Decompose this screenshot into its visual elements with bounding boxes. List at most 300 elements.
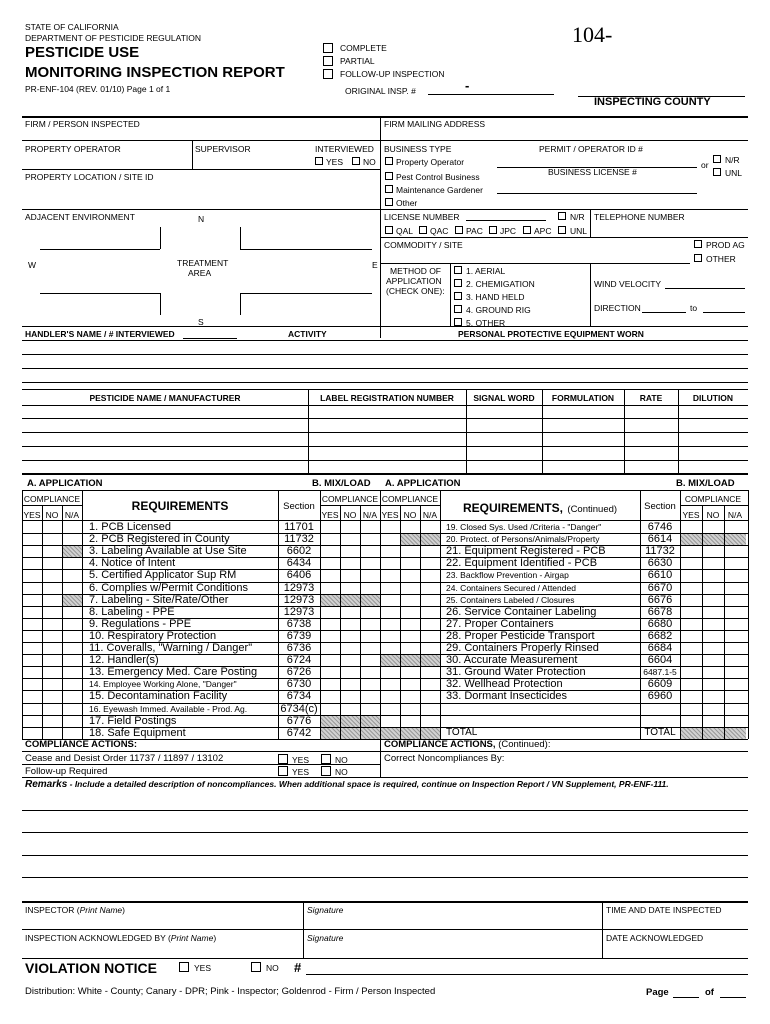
violation-notice-label: VIOLATION NOTICE bbox=[25, 960, 157, 976]
interviewed-no-checkbox[interactable] bbox=[352, 157, 360, 165]
complete-checkbox[interactable] bbox=[323, 43, 333, 53]
direction-from-field[interactable] bbox=[642, 312, 686, 313]
method-label-1: METHOD OF bbox=[390, 266, 441, 276]
report-number-prefix: 104- bbox=[572, 22, 613, 47]
divider bbox=[22, 929, 748, 930]
violation-number-field[interactable] bbox=[306, 974, 748, 975]
inspector-label-end: ) bbox=[122, 905, 125, 915]
label-registration-header: LABEL REGISTRATION NUMBER bbox=[320, 393, 454, 403]
business-license-label: BUSINESS LICENSE # bbox=[548, 167, 637, 177]
qal-checkbox[interactable] bbox=[385, 226, 393, 234]
requirement-label: 26. Service Container Labeling bbox=[446, 605, 597, 618]
not-applicable-cell bbox=[361, 728, 380, 739]
not-applicable-cell bbox=[421, 655, 440, 666]
not-applicable-cell bbox=[321, 716, 340, 727]
remarks-instructions bbox=[25, 779, 669, 790]
no-header: NO bbox=[403, 510, 417, 520]
not-applicable-cell bbox=[725, 534, 746, 545]
divider bbox=[62, 505, 63, 739]
direction-to-label: to bbox=[690, 303, 698, 313]
requirement-section: 6776 bbox=[286, 714, 312, 727]
requirement-label: 7. Labeling - Site/Rate/Other bbox=[89, 593, 229, 606]
license-unl-checkbox[interactable] bbox=[558, 226, 566, 234]
followup-yes-label: YES bbox=[292, 767, 310, 777]
adjacent-se-field[interactable] bbox=[240, 293, 372, 294]
requirement-section: 6960 bbox=[647, 690, 673, 703]
qac-checkbox[interactable] bbox=[419, 226, 427, 234]
not-applicable-cell bbox=[681, 728, 702, 739]
divider bbox=[400, 505, 401, 739]
not-applicable-cell bbox=[321, 595, 340, 606]
requirement-label: 11. Coveralls, "Warning / Danger" bbox=[89, 642, 253, 654]
chemigation-checkbox[interactable] bbox=[454, 279, 462, 287]
not-applicable-cell bbox=[321, 728, 340, 739]
divider bbox=[278, 490, 279, 739]
property-operator-label: PROPERTY OPERATOR bbox=[25, 144, 121, 154]
business-license-field[interactable] bbox=[497, 193, 697, 194]
adjacent-east-field[interactable] bbox=[240, 249, 372, 250]
divider bbox=[82, 490, 83, 739]
direction-label: DIRECTION bbox=[594, 303, 641, 313]
compliance-actions-continued-header bbox=[384, 739, 550, 750]
section-header: Section bbox=[644, 501, 676, 512]
handler-name-label: HANDLER'S NAME / # INTERVIEWED bbox=[25, 329, 175, 339]
requirement-label: 10. Respiratory Protection bbox=[89, 629, 217, 642]
acknowledged-signature-label: Signature bbox=[307, 933, 344, 943]
other-method-label: 5. OTHER bbox=[466, 318, 506, 328]
ground-rig-label: 4. GROUND RIG bbox=[466, 305, 531, 315]
bt-property-operator-checkbox[interactable] bbox=[385, 157, 393, 165]
formulation-header: FORMULATION bbox=[551, 393, 615, 403]
other-site-checkbox[interactable] bbox=[694, 254, 702, 262]
followup-no-checkbox[interactable] bbox=[321, 766, 331, 776]
divider bbox=[22, 505, 82, 506]
acknowledged-label-start: INSPECTION ACKNOWLEDGED BY ( bbox=[25, 933, 171, 943]
requirement-label: 30. Accurate Measurement bbox=[446, 654, 578, 667]
followup-no-label: NO bbox=[335, 767, 348, 777]
requirement-section: 6734(c) bbox=[280, 702, 318, 715]
not-applicable-cell bbox=[421, 534, 440, 545]
divider bbox=[22, 405, 748, 406]
divider bbox=[22, 751, 748, 752]
requirement-section: 6684 bbox=[647, 642, 673, 654]
not-applicable-cell bbox=[381, 728, 400, 739]
na-header: N/A bbox=[64, 510, 80, 520]
qal-label: QAL bbox=[396, 226, 414, 236]
not-applicable-cell bbox=[361, 716, 380, 727]
requirement-label: 20. Protect. of Persons/Animals/Property bbox=[446, 534, 600, 545]
divider bbox=[590, 209, 591, 237]
divider bbox=[440, 490, 441, 739]
activity-label: ACTIVITY bbox=[288, 329, 327, 339]
requirement-section: 11701 bbox=[284, 521, 314, 533]
divider bbox=[340, 505, 341, 739]
apc-checkbox[interactable] bbox=[523, 226, 531, 234]
divider bbox=[360, 505, 361, 739]
yes-header: YES bbox=[682, 510, 700, 520]
requirement-label: 33. Dormant Insecticides bbox=[446, 690, 568, 703]
acknowledged-label-end: ) bbox=[213, 933, 217, 943]
total-label: TOTAL bbox=[644, 726, 676, 738]
ppe-label: PERSONAL PROTECTIVE EQUIPMENT WORN bbox=[458, 329, 644, 339]
pac-checkbox[interactable] bbox=[455, 226, 463, 234]
divider bbox=[380, 490, 381, 739]
divider bbox=[380, 739, 381, 777]
requirement-label: 28. Proper Pesticide Transport bbox=[446, 629, 595, 642]
or-label: or bbox=[701, 160, 709, 170]
na-header: N/A bbox=[727, 510, 743, 520]
remarks-line[interactable] bbox=[22, 810, 748, 811]
other-method-checkbox[interactable] bbox=[454, 318, 462, 326]
handler-row-line bbox=[22, 340, 748, 341]
requirement-section: 6734 bbox=[286, 690, 312, 703]
form-number: PR-ENF-104 (REV. 01/10) Page 1 of 1 bbox=[25, 84, 171, 94]
violation-no-label: NO bbox=[266, 963, 279, 973]
not-applicable-cell bbox=[421, 728, 440, 739]
divider bbox=[22, 901, 748, 903]
divider bbox=[22, 389, 748, 390]
divider bbox=[22, 116, 748, 118]
cease-yes-checkbox[interactable] bbox=[278, 754, 288, 764]
divider bbox=[303, 901, 304, 959]
handler-row-line bbox=[22, 368, 748, 369]
divider bbox=[22, 140, 748, 141]
compliance-header-right: COMPLIANCE bbox=[381, 494, 439, 504]
remarks-line[interactable] bbox=[22, 877, 748, 878]
inspector-label-start: INSPECTOR ( bbox=[25, 905, 80, 915]
signal-word-header: SIGNAL WORD bbox=[473, 393, 535, 403]
requirement-section: 6726 bbox=[286, 666, 312, 679]
pesticide-row-line bbox=[22, 446, 748, 447]
permit-unl-checkbox[interactable] bbox=[713, 168, 721, 176]
not-applicable-cell bbox=[401, 728, 420, 739]
divider bbox=[450, 263, 451, 326]
original-insp-label: ORIGINAL INSP. # bbox=[345, 86, 416, 96]
handler-count-field[interactable] bbox=[183, 338, 237, 339]
correct-noncompliances-label: Correct Noncompliances By: bbox=[384, 753, 505, 764]
not-applicable-cell bbox=[725, 728, 746, 739]
requirement-label: 14. Employee Working Alone, "Danger" bbox=[89, 679, 237, 690]
time-date-inspected-label: TIME AND DATE INSPECTED bbox=[606, 905, 722, 915]
not-applicable-cell bbox=[703, 534, 724, 545]
acknowledged-by-label bbox=[25, 933, 216, 943]
followup-yes-checkbox[interactable] bbox=[278, 766, 288, 776]
interviewed-label: INTERVIEWED bbox=[315, 144, 374, 154]
requirement-section: 6746 bbox=[647, 521, 673, 533]
jpc-checkbox[interactable] bbox=[489, 226, 497, 234]
bt-property-operator-label: Property Operator bbox=[396, 157, 465, 167]
divider bbox=[22, 490, 23, 739]
bt-pest-control-checkbox[interactable] bbox=[385, 172, 393, 180]
requirement-label: 22. Equipment Identified - PCB bbox=[446, 557, 598, 570]
requirement-section: 6742 bbox=[286, 726, 312, 739]
left-mixload-header: B. MIX/LOAD bbox=[312, 478, 371, 489]
original-insp-dash: - bbox=[465, 78, 470, 93]
divider bbox=[192, 140, 193, 169]
apc-label: APC bbox=[534, 226, 552, 236]
adjacent-west-field[interactable] bbox=[40, 249, 160, 250]
inspector-signature-label: Signature bbox=[307, 905, 344, 915]
date-acknowledged-label: DATE ACKNOWLEDGED bbox=[606, 933, 704, 943]
section-header: Section bbox=[283, 501, 315, 512]
not-applicable-cell bbox=[681, 534, 702, 545]
aerial-checkbox[interactable] bbox=[454, 266, 462, 274]
requirement-label: 29. Containers Properly Rinsed bbox=[446, 642, 599, 654]
license-number-field[interactable] bbox=[466, 220, 546, 221]
total-label: TOTAL bbox=[446, 726, 478, 738]
violation-number-hash: # bbox=[294, 960, 302, 975]
pesticide-row-line bbox=[22, 418, 748, 419]
license-number-label: LICENSE NUMBER bbox=[384, 212, 460, 222]
requirement-section: 12973 bbox=[283, 581, 315, 594]
divider bbox=[678, 389, 679, 473]
divider bbox=[22, 473, 748, 475]
requirement-label: 15. Decontamination Facility bbox=[89, 690, 228, 703]
divider bbox=[724, 505, 725, 739]
dilution-header: DILUTION bbox=[692, 393, 734, 403]
compliance-actions-label: COMPLIANCE ACTIONS: bbox=[25, 739, 138, 750]
na-header: N/A bbox=[422, 510, 438, 520]
right-mixload-header: B. MIX/LOAD bbox=[676, 478, 735, 489]
not-applicable-cell bbox=[63, 595, 82, 606]
requirement-section: 6682 bbox=[647, 629, 673, 642]
divider bbox=[22, 764, 380, 765]
requirement-section: 6724 bbox=[286, 654, 312, 667]
partial-label: PARTIAL bbox=[340, 56, 375, 66]
pesticide-name-header: PESTICIDE NAME / MANUFACTURER bbox=[89, 393, 241, 403]
requirement-section: 6738 bbox=[286, 617, 312, 630]
requirement-section: 6678 bbox=[647, 605, 673, 618]
not-applicable-cell bbox=[63, 546, 82, 557]
page-label: Page bbox=[646, 987, 669, 998]
compliance-actions-continued-note: (Continued): bbox=[498, 739, 551, 750]
requirement-section: 6736 bbox=[286, 642, 312, 654]
wind-velocity-field[interactable] bbox=[665, 288, 745, 289]
original-insp-field[interactable] bbox=[428, 94, 554, 95]
method-label-3: (CHECK ONE): bbox=[386, 286, 445, 296]
remarks-text: - Include a detailed description of noncompliances. When additional space is required, continue on Inspection Report / VN Supplement, PR-ENF-111. bbox=[67, 779, 669, 789]
direction-to-field[interactable] bbox=[703, 312, 745, 313]
partial-checkbox[interactable] bbox=[323, 56, 333, 66]
hand-held-label: 3. HAND HELD bbox=[466, 292, 525, 302]
bt-other-checkbox[interactable] bbox=[385, 198, 393, 206]
requirement-section: 6630 bbox=[647, 557, 673, 570]
compliance-header: COMPLIANCE bbox=[23, 494, 81, 504]
divider bbox=[240, 293, 241, 315]
interviewed-yes-checkbox[interactable] bbox=[315, 157, 323, 165]
remarks-line[interactable] bbox=[22, 832, 748, 833]
na-header: N/A bbox=[362, 510, 378, 520]
pac-label: PAC bbox=[466, 226, 483, 236]
followup-required-label: Follow-up Required bbox=[25, 766, 108, 777]
divider bbox=[22, 958, 748, 959]
violation-yes-label: YES bbox=[194, 963, 212, 973]
telephone-label: TELEPHONE NUMBER bbox=[594, 212, 685, 222]
requirement-section: 6739 bbox=[286, 629, 312, 642]
cease-no-label: NO bbox=[335, 755, 348, 765]
divider bbox=[590, 263, 591, 326]
divider bbox=[240, 227, 241, 249]
requirement-label: 27. Proper Containers bbox=[446, 617, 554, 630]
cease-yes-label: YES bbox=[292, 755, 310, 765]
requirement-label: 32. Wellhead Protection bbox=[446, 678, 563, 691]
jpc-label: JPC bbox=[500, 226, 517, 236]
left-application-header: A. APPLICATION bbox=[27, 478, 103, 489]
permit-unl-label: UNL bbox=[725, 168, 743, 178]
requirement-label: 16. Eyewash Immed. Available - Prod. Ag. bbox=[89, 703, 248, 714]
requirement-section: 6730 bbox=[286, 678, 312, 691]
requirement-section: 6487.1-5 bbox=[643, 667, 677, 678]
license-unl-label: UNL bbox=[570, 226, 588, 236]
permit-nr-checkbox[interactable] bbox=[713, 155, 721, 163]
adjacent-environment-label: ADJACENT ENVIRONMENT bbox=[25, 212, 135, 222]
divider bbox=[160, 293, 161, 315]
print-name-note: Print Name bbox=[79, 905, 123, 915]
divider bbox=[624, 389, 625, 473]
not-applicable-cell bbox=[341, 728, 360, 739]
requirement-section: 6610 bbox=[647, 569, 673, 582]
bt-other-label: Other bbox=[396, 198, 418, 208]
ground-rig-checkbox[interactable] bbox=[454, 305, 462, 313]
method-label-2: APPLICATION bbox=[386, 276, 442, 286]
north-label: N bbox=[198, 214, 205, 224]
requirement-section: 6680 bbox=[647, 617, 673, 630]
prod-ag-checkbox[interactable] bbox=[694, 240, 702, 248]
agency-line-1: STATE OF CALIFORNIA bbox=[25, 22, 119, 32]
requirement-label: 9. Regulations - PPE bbox=[89, 617, 192, 630]
right-application-header: A. APPLICATION bbox=[385, 478, 461, 489]
yes-header: YES bbox=[381, 510, 399, 520]
divider bbox=[680, 490, 681, 739]
requirement-label: 8. Labeling - PPE bbox=[89, 605, 175, 618]
requirement-section: 6434 bbox=[286, 557, 312, 570]
not-applicable-cell bbox=[703, 728, 724, 739]
divider bbox=[542, 389, 543, 473]
bt-maintenance-label: Maintenance Gardener bbox=[396, 185, 483, 195]
violation-yes-checkbox[interactable] bbox=[179, 962, 189, 972]
license-nr-checkbox[interactable] bbox=[558, 212, 566, 220]
divider bbox=[380, 116, 381, 338]
firm-mailing-label: FIRM MAILING ADDRESS bbox=[384, 119, 486, 129]
requirement-label: 18. Safe Equipment bbox=[89, 726, 186, 739]
complete-label: COMPLETE bbox=[340, 43, 387, 53]
requirement-label: 4. Notice of Intent bbox=[89, 557, 176, 570]
not-applicable-cell bbox=[341, 595, 360, 606]
qac-label: QAC bbox=[430, 226, 449, 236]
divider bbox=[22, 169, 380, 170]
yes-header: YES bbox=[23, 510, 41, 520]
requirement-label: 19. Closed Sys. Used /Criteria - "Danger" bbox=[446, 522, 602, 532]
requirement-section: 12973 bbox=[283, 605, 315, 618]
requirements-header: REQUIREMENTS bbox=[131, 499, 229, 513]
page-total-field[interactable] bbox=[720, 997, 746, 998]
requirement-label: 1. PCB Licensed bbox=[89, 521, 171, 533]
divider bbox=[640, 490, 641, 739]
requirement-section: 6604 bbox=[647, 654, 673, 667]
inspector-name-label bbox=[25, 905, 125, 915]
divider bbox=[380, 263, 690, 264]
requirement-section: 6670 bbox=[647, 581, 673, 594]
west-label: W bbox=[28, 260, 37, 270]
requirements-continued-note: (Continued) bbox=[567, 504, 618, 515]
requirement-section: 6614 bbox=[647, 533, 673, 546]
form-title-line-2: MONITORING INSPECTION REPORT bbox=[25, 64, 285, 81]
prod-ag-label: PROD AG bbox=[706, 240, 745, 250]
divider bbox=[466, 389, 467, 473]
distribution-note: Distribution: White - County; Canary - DPR; Pink - Inspector; Goldenrod - Firm / Person Inspected bbox=[25, 986, 436, 997]
requirement-label: 24. Containers Secured / Attended bbox=[446, 582, 576, 593]
wind-velocity-label: WIND VELOCITY bbox=[594, 279, 662, 289]
requirement-label: 25. Containers Labeled / Closures bbox=[446, 594, 575, 605]
interviewed-no-label: NO bbox=[363, 157, 376, 167]
remarks-line[interactable] bbox=[22, 855, 748, 856]
followup-label: FOLLOW-UP INSPECTION bbox=[340, 69, 445, 79]
requirement-section: 6676 bbox=[647, 593, 673, 606]
east-label: E bbox=[372, 260, 378, 270]
hand-held-checkbox[interactable] bbox=[454, 292, 462, 300]
requirement-label: 17. Field Postings bbox=[89, 714, 177, 727]
aerial-label: 1. AERIAL bbox=[466, 266, 506, 276]
divider bbox=[22, 777, 748, 778]
remarks-label: Remarks bbox=[25, 779, 68, 790]
not-applicable-cell bbox=[381, 655, 400, 666]
commodity-label: COMMODITY / SITE bbox=[384, 240, 463, 250]
agency-line-2: DEPARTMENT OF PESTICIDE REGULATION bbox=[25, 33, 202, 43]
divider bbox=[320, 490, 321, 739]
print-name-note: Print Name bbox=[170, 933, 214, 943]
divider bbox=[308, 389, 309, 473]
divider bbox=[748, 490, 749, 739]
handler-row-line bbox=[22, 354, 748, 355]
requirement-section: 11732 bbox=[284, 533, 314, 546]
rate-header: RATE bbox=[639, 393, 663, 403]
page-of-label: of bbox=[705, 987, 714, 998]
requirement-label: 12. Handler(s) bbox=[89, 654, 159, 667]
not-applicable-cell bbox=[361, 595, 380, 606]
requirement-label: 2. PCB Registered in County bbox=[89, 533, 230, 546]
divider bbox=[420, 505, 421, 739]
page-number-field[interactable] bbox=[673, 997, 699, 998]
business-type-label: BUSINESS TYPE bbox=[384, 144, 452, 154]
requirement-section: 6406 bbox=[286, 569, 312, 582]
adjacent-sw-field[interactable] bbox=[40, 293, 160, 294]
divider bbox=[160, 227, 161, 249]
not-applicable-cell bbox=[341, 716, 360, 727]
followup-checkbox[interactable] bbox=[323, 69, 333, 79]
divider bbox=[702, 505, 703, 739]
permit-label: PERMIT / OPERATOR ID # bbox=[539, 144, 643, 154]
requirement-section: 6609 bbox=[647, 678, 673, 691]
inspecting-county-label: INSPECTING COUNTY bbox=[594, 96, 711, 108]
requirement-label: 21. Equipment Registered - PCB bbox=[446, 545, 606, 558]
property-location-label: PROPERTY LOCATION / SITE ID bbox=[25, 172, 154, 182]
violation-no-checkbox[interactable] bbox=[251, 962, 261, 972]
handler-row-line bbox=[22, 382, 748, 383]
no-header: NO bbox=[343, 510, 357, 520]
compliance-header-right-mixload: COMPLIANCE bbox=[684, 494, 742, 504]
not-applicable-cell bbox=[401, 655, 420, 666]
no-header: NO bbox=[706, 510, 720, 520]
divider bbox=[602, 901, 603, 959]
other-site-label: OTHER bbox=[706, 254, 736, 264]
requirement-label: 23. Backflow Prevention - Airgap bbox=[446, 570, 569, 581]
firm-person-label: FIRM / PERSON INSPECTED bbox=[25, 119, 140, 129]
no-header: NO bbox=[45, 510, 59, 520]
bt-maintenance-checkbox[interactable] bbox=[385, 185, 393, 193]
cease-no-checkbox[interactable] bbox=[321, 754, 331, 764]
permit-nr-label: N/R bbox=[725, 155, 740, 165]
not-applicable-cell bbox=[401, 534, 420, 545]
